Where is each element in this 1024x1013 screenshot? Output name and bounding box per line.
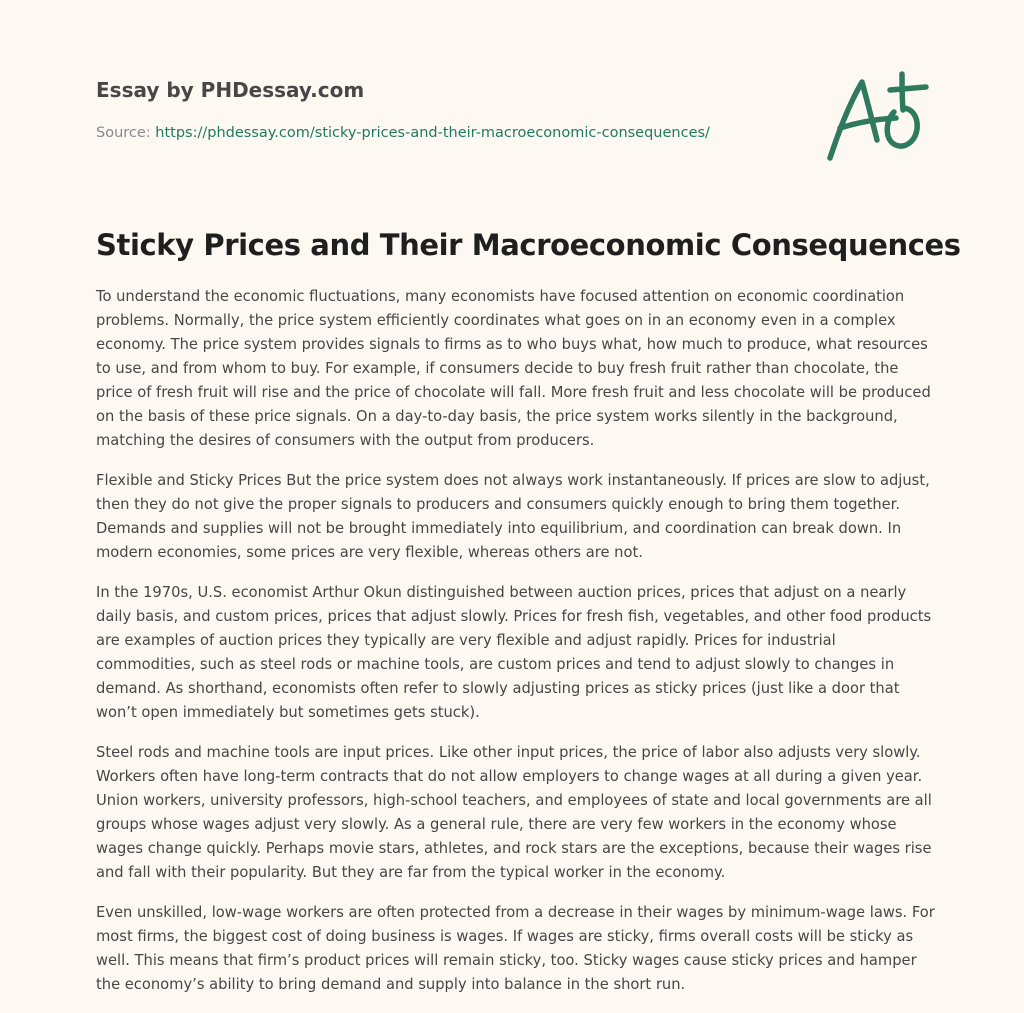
essay-paragraph: In the 1970s, U.S. economist Arthur Okun distinguished between auction prices, prices that adjust on a nearly daily basis, and custom prices, prices that adjust slowly. Prices for fresh fish, vegetables, and other food products are examples of auction prices they typically are very flexible and adjust rapidly. Prices for industrial commodities, such as steel rods or machine tools, are custom prices and tend to adjust slowly to changes in demand. As shorthand, economists often refer to slowly adjusting prices as sticky prices (just like a door that won’t open immediately but sometimes gets stuck). <box>96 584 932 721</box>
essay-title: Sticky Prices and Their Macroeconomic Consequences <box>96 228 961 262</box>
source-label: Source: <box>96 125 151 141</box>
logo-loop <box>887 108 917 146</box>
source-line <box>96 123 796 143</box>
essay-paragraph: Steel rods and machine tools are input prices. Like other input prices, the price of labor also adjusts very slowly. Workers often have long-term contracts that do not allow employers to change wages at all during a given year. Union workers, university professors, high-school teachers, and employees of state and local governments are all groups whose wages adjust very slowly. As a general rule, there are very few workers in the economy whose wages change quickly. Perhaps movie stars, athletes, and rock stars are the exceptions, because their wages rise and fall with their popularity. But they are far from the typical worker in the economy. <box>96 744 932 881</box>
page-header <box>96 76 796 143</box>
essay-paragraph: Flexible and Sticky Prices But the price system does not always work instantaneously. If prices are slow to adjust, then they do not give the proper signals to producers and consumers quickly enough to bring them together. Demands and supplies will not be brought immediately into equilibrium, and coordination can break down. In modern economies, some prices are very flexible, whereas others are not. <box>96 472 930 561</box>
site-title: Essay by PHDessay.com <box>96 78 365 102</box>
essay-paragraph: Even unskilled, low-wage workers are often protected from a decrease in their wages by minimum-wage laws. For most firms, the biggest cost of doing business is wages. If wages are sticky, firms overall costs will be sticky as well. This means that firm’s product prices will remain sticky, too. Sticky wages cause sticky prices and hamper the economy’s ability to bring demand and supply into balance in the short run. <box>96 904 935 993</box>
logo-plus-horizontal <box>890 87 926 90</box>
logo-plus-vertical <box>902 74 903 110</box>
a-plus-logo-icon <box>822 68 930 164</box>
essay-paragraph: To understand the economic fluctuations, many economists have focused attention on economic coordination problems. Normally, the price system efficiently coordinates what goes on in an economy even in a complex economy. The price system provides signals to firms as to who buys what, how much to produce, what resources to use, and from whom to buy. For example, if consumers decide to buy fresh fruit rather than chocolate, the price of fresh fruit will rise and the price of chocolate will fall. More fresh fruit and less chocolate will be produced on the basis of these price signals. On a day-to-day basis, the price system works silently in the background, matching the desires of consumers with the output from producers. <box>96 288 931 449</box>
essay-body <box>96 285 936 1013</box>
source-link[interactable]: https://phdessay.com/sticky-prices-and-their-macroeconomic-consequences/ <box>155 125 710 141</box>
